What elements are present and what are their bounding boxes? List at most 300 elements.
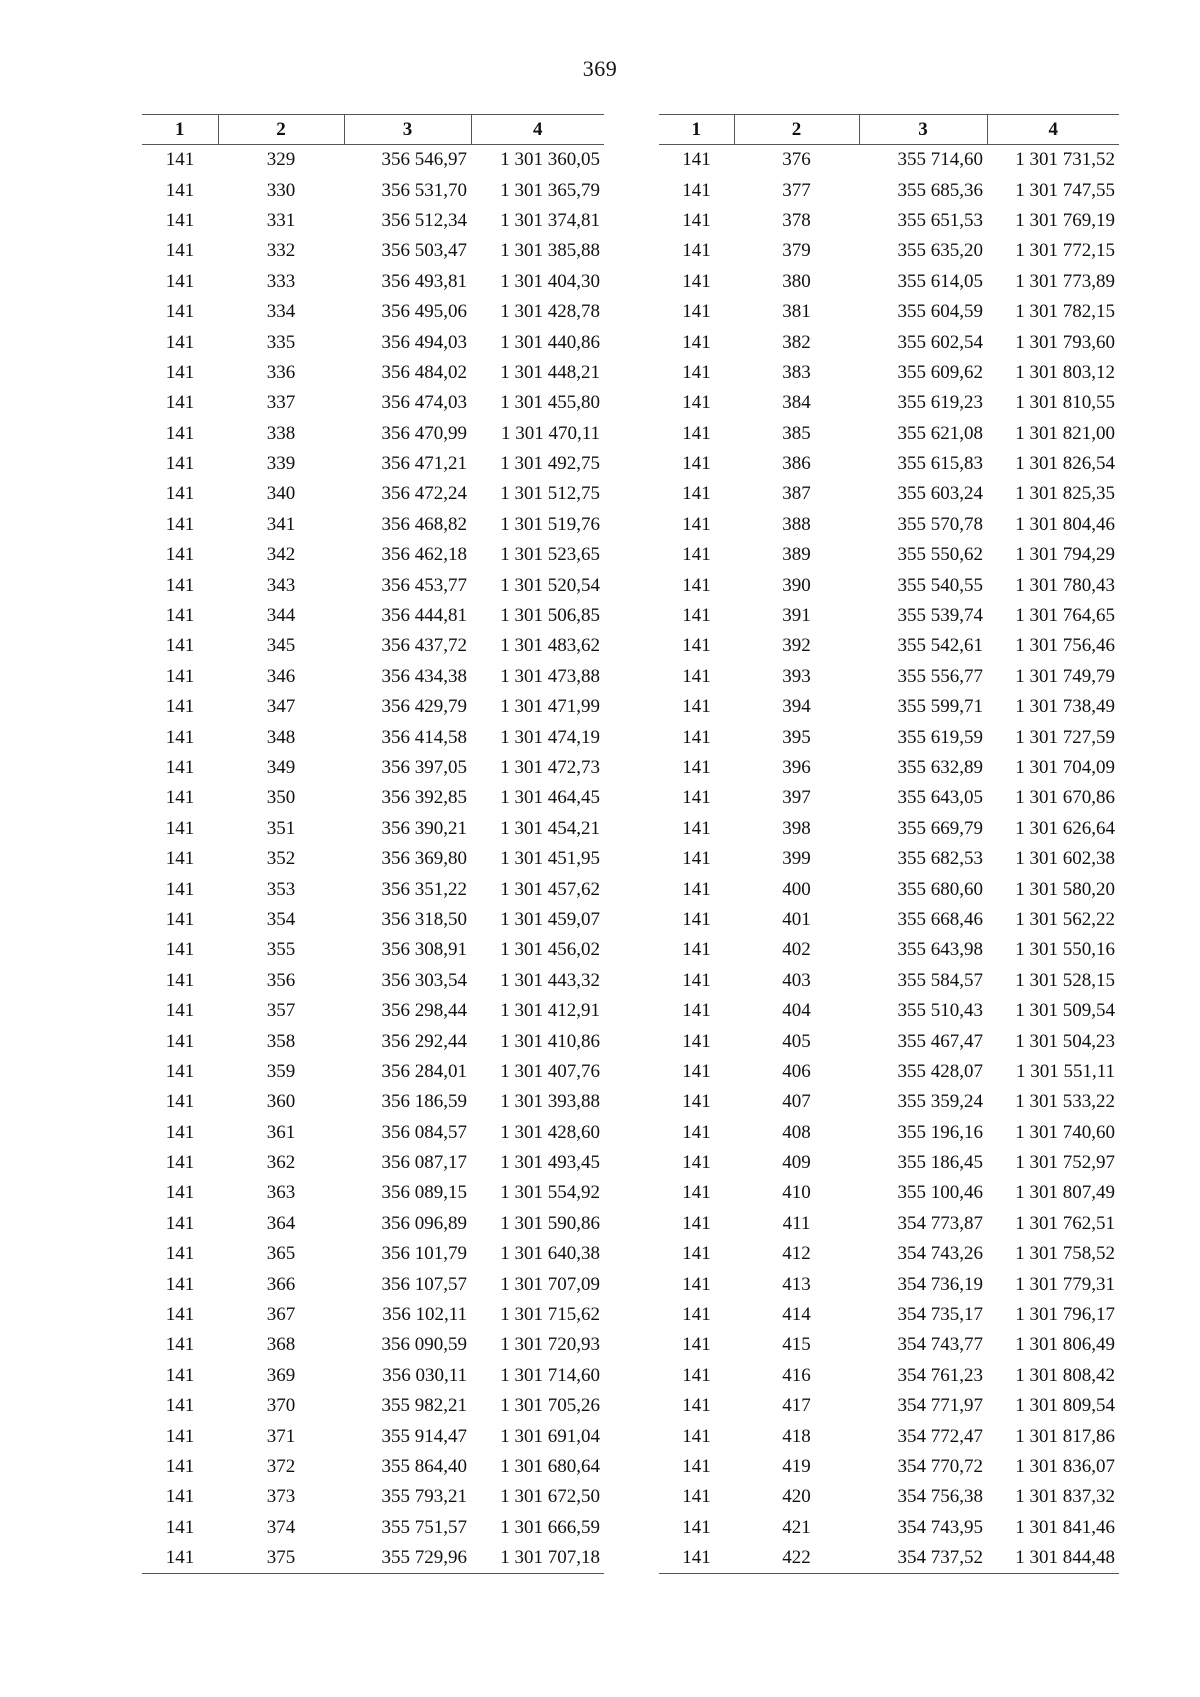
table-cell-col-1: 141 xyxy=(682,757,711,778)
table-row xyxy=(142,814,604,844)
table-cell-col-3: 356 495,06 xyxy=(381,301,467,323)
table-cell-col-2: 404 xyxy=(782,1000,811,1022)
table-cell-col-2: 339 xyxy=(266,453,296,475)
table-cell-col-3: 354 756,38 xyxy=(897,1486,983,1508)
table-cell-col-1: 141 xyxy=(682,939,711,961)
table-cell-col-2: 405 xyxy=(782,1030,811,1052)
table-cell-col-1: 141 xyxy=(165,209,195,231)
table-cell-col-2: 336 xyxy=(266,361,296,383)
table-row xyxy=(659,1269,1119,1299)
table-cell-col-1: 141 xyxy=(165,969,195,991)
table-cell-col-3: 355 619,23 xyxy=(897,392,983,414)
table-row xyxy=(659,1513,1119,1543)
table-row xyxy=(659,1087,1119,1117)
table-cell-col-2: 376 xyxy=(782,149,811,171)
table-cell-col-4: 1 301 365,79 xyxy=(500,179,600,201)
table-cell-col-2: 393 xyxy=(782,665,811,687)
table-cell-col-4: 1 301 808,42 xyxy=(1015,1364,1115,1386)
table-cell-col-1: 141 xyxy=(682,422,711,444)
table-row xyxy=(142,236,604,266)
table-row xyxy=(659,206,1119,236)
table-cell-col-3: 356 186,59 xyxy=(381,1091,467,1113)
table-row xyxy=(142,388,604,418)
table-cell-col-1: 141 xyxy=(165,1425,195,1447)
table-cell-col-4: 1 301 551,11 xyxy=(1015,1060,1115,1082)
table-cell-col-2: 396 xyxy=(782,757,811,778)
table-cell-col-3: 356 292,44 xyxy=(381,1030,467,1052)
table-row xyxy=(659,419,1119,449)
table-cell-col-3: 356 351,22 xyxy=(381,878,467,900)
table-cell-col-1: 141 xyxy=(682,696,711,718)
table-cell-col-1: 141 xyxy=(165,696,195,718)
column-header-3: 3 xyxy=(859,115,987,145)
table-cell-col-3: 356 546,97 xyxy=(381,149,467,171)
table-cell-col-4: 1 301 769,19 xyxy=(1015,209,1115,231)
table-cell-col-3: 356 472,24 xyxy=(381,483,467,505)
column-header-4: 4 xyxy=(471,115,604,145)
table-cell-col-1: 141 xyxy=(165,757,195,778)
table-cell-col-1: 141 xyxy=(682,848,711,870)
table-cell-col-3: 356 429,79 xyxy=(381,696,467,718)
table-cell-col-1: 141 xyxy=(682,1182,711,1204)
table-cell-col-4: 1 301 707,09 xyxy=(500,1273,600,1295)
table-cell-col-4: 1 301 580,20 xyxy=(1015,878,1115,900)
table-header-row xyxy=(659,115,1119,145)
table-cell-col-2: 398 xyxy=(782,817,811,839)
table-row xyxy=(659,905,1119,935)
table-cell-col-1: 141 xyxy=(682,1455,711,1477)
table-cell-col-3: 356 308,91 xyxy=(381,939,467,961)
table-cell-col-2: 391 xyxy=(782,605,811,627)
table-cell-col-4: 1 301 756,46 xyxy=(1015,635,1115,657)
table-cell-col-2: 415 xyxy=(782,1334,811,1356)
table-cell-col-1: 141 xyxy=(682,483,711,505)
table-cell-col-4: 1 301 691,04 xyxy=(500,1425,600,1447)
table-row xyxy=(659,1239,1119,1269)
table-row xyxy=(142,1148,604,1178)
table-cell-col-2: 342 xyxy=(266,544,296,566)
table-cell-col-3: 356 298,44 xyxy=(381,1000,467,1022)
table-body-right xyxy=(659,145,1119,1574)
table-row xyxy=(142,722,604,752)
table-cell-col-3: 354 770,72 xyxy=(897,1455,983,1477)
table-cell-col-2: 355 xyxy=(266,939,296,961)
table-cell-col-4: 1 301 810,55 xyxy=(1015,392,1115,414)
table-cell-col-4: 1 301 825,35 xyxy=(1015,483,1115,505)
table-cell-col-1: 141 xyxy=(682,331,711,353)
table-cell-col-4: 1 301 780,43 xyxy=(1015,574,1115,596)
table-cell-col-3: 356 318,50 xyxy=(381,908,467,930)
table-cell-col-2: 390 xyxy=(782,574,811,596)
table-row xyxy=(142,479,604,509)
table-row xyxy=(142,358,604,388)
table-cell-col-3: 354 735,17 xyxy=(897,1304,983,1326)
table-cell-col-3: 355 982,21 xyxy=(381,1395,467,1417)
table-cell-col-3: 354 737,52 xyxy=(859,1543,987,1574)
table-cell-col-2: 379 xyxy=(782,240,811,262)
table-cell-col-4: 1 301 727,59 xyxy=(1015,726,1115,748)
table-cell-col-4: 1 301 666,59 xyxy=(500,1516,600,1538)
table-cell-col-3: 355 186,45 xyxy=(897,1152,983,1174)
table-cell-col-2: 354 xyxy=(266,908,296,930)
table-cell-col-1: 141 xyxy=(682,635,711,657)
table-cell-col-1: 141 xyxy=(682,1425,711,1447)
table-cell-col-2: 400 xyxy=(782,878,811,900)
table-cell-col-1: 141 xyxy=(682,1273,711,1295)
table-cell-col-3: 356 531,70 xyxy=(381,179,467,201)
table-cell-col-1: 141 xyxy=(165,1000,195,1022)
table-cell-col-2: 337 xyxy=(266,392,296,414)
table-cell-col-2: 406 xyxy=(782,1060,811,1082)
table-row xyxy=(142,844,604,874)
table-cell-col-3: 354 743,95 xyxy=(897,1516,983,1538)
table-cell-col-3: 356 089,15 xyxy=(381,1182,467,1204)
table-cell-col-3: 356 437,72 xyxy=(381,635,467,657)
table-cell-col-4: 1 301 456,02 xyxy=(500,939,600,961)
table-cell-col-2: 370 xyxy=(266,1395,296,1417)
table-cell-col-4: 1 301 817,86 xyxy=(1015,1425,1115,1447)
table-cell-col-4: 1 301 640,38 xyxy=(500,1243,600,1265)
table-row xyxy=(659,358,1119,388)
table-cell-col-1: 141 xyxy=(165,1243,195,1265)
table-cell-col-2: 401 xyxy=(782,908,811,930)
table-cell-col-3: 356 462,18 xyxy=(381,544,467,566)
table-cell-col-2: 346 xyxy=(266,665,296,687)
table-cell-col-1: 141 xyxy=(682,1516,711,1538)
table-cell-col-4: 1 301 407,76 xyxy=(500,1060,600,1082)
table-cell-col-1: 141 xyxy=(165,1334,195,1356)
table-cell-col-1: 141 xyxy=(165,240,195,262)
table-cell-col-1: 141 xyxy=(682,301,711,323)
table-cell-col-1: 141 xyxy=(682,1243,711,1265)
table-row xyxy=(659,449,1119,479)
table-row xyxy=(659,844,1119,874)
table-row xyxy=(659,783,1119,813)
column-header-1: 1 xyxy=(659,115,734,145)
table-cell-col-4: 1 301 512,75 xyxy=(500,483,600,505)
table-cell-col-4: 1 301 374,81 xyxy=(500,209,600,231)
table-cell-col-3: 355 428,07 xyxy=(897,1060,983,1082)
table-cell-col-3: 356 484,02 xyxy=(381,361,467,383)
table-row xyxy=(142,1330,604,1360)
table-cell-col-3: 356 494,03 xyxy=(381,331,467,353)
table-cell-col-3: 356 096,89 xyxy=(381,1212,467,1234)
table-cell-col-3: 355 550,62 xyxy=(897,544,983,566)
table-cell-col-3: 356 090,59 xyxy=(381,1334,467,1356)
table-cell-col-3: 356 414,58 xyxy=(381,726,467,748)
table-cell-col-4: 1 301 457,62 xyxy=(500,878,600,900)
table-cell-col-3: 356 107,57 xyxy=(381,1273,467,1295)
table-cell-col-4: 1 301 714,60 xyxy=(500,1364,600,1386)
table-cell-col-1: 141 xyxy=(682,726,711,748)
table-row xyxy=(142,935,604,965)
table-row xyxy=(142,1361,604,1391)
table-cell-col-1: 141 xyxy=(165,1364,195,1386)
table-cell-col-3: 356 503,47 xyxy=(381,240,467,262)
table-row xyxy=(142,1087,604,1117)
table-row xyxy=(659,1482,1119,1512)
table-cell-col-3: 354 771,97 xyxy=(897,1395,983,1417)
table-cell-col-2: 334 xyxy=(266,301,296,323)
table-cell-col-4: 1 301 796,17 xyxy=(1015,1304,1115,1326)
table-cell-col-4: 1 301 715,62 xyxy=(500,1304,600,1326)
table-cell-col-4: 1 301 670,86 xyxy=(1015,787,1115,809)
table-cell-col-4: 1 301 472,73 xyxy=(500,757,600,778)
table-cell-col-2: 382 xyxy=(782,331,811,353)
table-cell-col-2: 419 xyxy=(782,1455,811,1477)
table-cell-col-3: 354 743,26 xyxy=(897,1243,983,1265)
table-body-left xyxy=(142,145,604,1574)
table-row xyxy=(659,510,1119,540)
table-cell-col-2: 350 xyxy=(266,787,296,809)
table-row xyxy=(142,601,604,631)
table-cell-col-4: 1 301 554,92 xyxy=(500,1182,600,1204)
table-cell-col-2: 357 xyxy=(266,1000,296,1022)
table-row xyxy=(142,753,604,783)
table-cell-col-4: 1 301 443,32 xyxy=(500,969,600,991)
table-cell-col-3: 355 682,53 xyxy=(897,848,983,870)
table-cell-col-3: 355 729,96 xyxy=(344,1543,471,1574)
table-cell-col-4: 1 301 806,49 xyxy=(1015,1334,1115,1356)
table-cell-col-2: 332 xyxy=(266,240,296,262)
table-cell-col-4: 1 301 826,54 xyxy=(1015,453,1115,475)
table-cell-col-4: 1 301 772,15 xyxy=(1015,240,1115,262)
table-cell-col-3: 356 468,82 xyxy=(381,513,467,535)
table-row xyxy=(659,601,1119,631)
table-cell-col-2: 407 xyxy=(782,1091,811,1113)
table-cell-col-1: 141 xyxy=(682,1395,711,1417)
table-row xyxy=(142,1421,604,1451)
coordinates-table-left xyxy=(142,114,604,1574)
table-row xyxy=(142,1269,604,1299)
table-cell-col-1: 141 xyxy=(165,179,195,201)
table-cell-col-2: 410 xyxy=(782,1182,811,1204)
table-row xyxy=(659,966,1119,996)
table-row xyxy=(659,1118,1119,1148)
table-cell-col-1: 141 xyxy=(682,969,711,991)
table-cell-col-3: 356 512,34 xyxy=(381,209,467,231)
table-cell-col-2: 349 xyxy=(266,757,296,778)
table-row xyxy=(142,662,604,692)
table-row xyxy=(142,1543,604,1574)
table-cell-col-2: 331 xyxy=(266,209,296,231)
table-cell-col-2: 333 xyxy=(266,270,296,292)
table-row xyxy=(142,1300,604,1330)
table-cell-col-1: 141 xyxy=(165,270,195,292)
table-cell-col-3: 356 434,38 xyxy=(381,665,467,687)
table-row xyxy=(142,1178,604,1208)
table-cell-col-4: 1 301 385,88 xyxy=(500,240,600,262)
table-row xyxy=(142,419,604,449)
table-cell-col-4: 1 301 410,86 xyxy=(500,1030,600,1052)
table-cell-col-3: 355 614,05 xyxy=(897,270,983,292)
table-cell-col-1: 141 xyxy=(682,1212,711,1234)
table-cell-col-1: 141 xyxy=(165,453,195,475)
table-cell-col-2: 365 xyxy=(266,1243,296,1265)
table-row xyxy=(142,1391,604,1421)
table-cell-col-1: 141 xyxy=(165,635,195,657)
table-cell-col-3: 356 453,77 xyxy=(381,574,467,596)
table-cell-col-2: 335 xyxy=(266,331,296,353)
table-cell-col-2: 361 xyxy=(266,1121,296,1143)
table-row xyxy=(142,1513,604,1543)
column-header-1: 1 xyxy=(142,115,218,145)
table-cell-col-3: 356 471,21 xyxy=(381,453,467,475)
table-cell-col-2: 356 xyxy=(266,969,296,991)
table-cell-col-4: 1 301 704,09 xyxy=(1015,757,1115,778)
table-cell-col-4: 1 301 464,45 xyxy=(500,787,600,809)
table-cell-col-1: 141 xyxy=(165,1152,195,1174)
table-cell-col-3: 355 539,74 xyxy=(897,605,983,627)
table-cell-col-2: 388 xyxy=(782,513,811,535)
table-cell-col-2: 371 xyxy=(266,1425,296,1447)
table-cell-col-1: 141 xyxy=(165,726,195,748)
table-row xyxy=(659,1421,1119,1451)
table-row xyxy=(659,175,1119,205)
table-cell-col-2: 408 xyxy=(782,1121,811,1143)
table-cell-col-2: 359 xyxy=(266,1060,296,1082)
table-cell-col-1: 141 xyxy=(682,1060,711,1082)
table-cell-col-4: 1 301 393,88 xyxy=(500,1091,600,1113)
table-row xyxy=(659,631,1119,661)
table-cell-col-4: 1 301 533,22 xyxy=(1015,1091,1115,1113)
table-row xyxy=(142,966,604,996)
table-row xyxy=(142,874,604,904)
table-cell-col-3: 355 621,08 xyxy=(897,422,983,444)
table-row xyxy=(659,814,1119,844)
table-cell-col-1: 141 xyxy=(682,1091,711,1113)
table-cell-col-4: 1 301 779,31 xyxy=(1015,1273,1115,1295)
table-cell-col-2: 375 xyxy=(218,1543,344,1574)
table-cell-col-2: 377 xyxy=(782,179,811,201)
table-row xyxy=(659,996,1119,1026)
table-cell-col-1: 141 xyxy=(165,908,195,930)
table-cell-col-2: 403 xyxy=(782,969,811,991)
table-cell-col-3: 356 390,21 xyxy=(381,817,467,839)
table-cell-col-3: 354 761,23 xyxy=(897,1364,983,1386)
table-cell-col-4: 1 301 844,48 xyxy=(987,1543,1119,1574)
coordinates-table-right xyxy=(659,114,1119,1574)
table-cell-col-2: 351 xyxy=(266,817,296,839)
table-cell-col-1: 141 xyxy=(682,240,711,262)
table-cell-col-3: 356 369,80 xyxy=(381,848,467,870)
table-cell-col-2: 364 xyxy=(266,1212,296,1234)
table-cell-col-4: 1 301 749,79 xyxy=(1015,665,1115,687)
table-cell-col-1: 141 xyxy=(682,1121,711,1143)
table-cell-col-2: 399 xyxy=(782,848,811,870)
table-cell-col-2: 394 xyxy=(782,696,811,718)
table-row xyxy=(142,905,604,935)
table-cell-col-1: 141 xyxy=(165,787,195,809)
table-cell-col-3: 355 100,46 xyxy=(897,1182,983,1204)
table-cell-col-3: 356 101,79 xyxy=(381,1243,467,1265)
table-cell-col-2: 378 xyxy=(782,209,811,231)
table-cell-col-4: 1 301 428,60 xyxy=(500,1121,600,1143)
table-cell-col-3: 355 556,77 xyxy=(897,665,983,687)
table-cell-col-2: 420 xyxy=(782,1486,811,1508)
table-row xyxy=(659,1330,1119,1360)
table-cell-col-3: 356 397,05 xyxy=(381,757,467,778)
table-cell-col-2: 367 xyxy=(266,1304,296,1326)
table-cell-col-1: 141 xyxy=(165,1212,195,1234)
table-cell-col-4: 1 301 672,50 xyxy=(500,1486,600,1508)
table-cell-col-3: 355 467,47 xyxy=(897,1030,983,1052)
table-cell-col-2: 417 xyxy=(782,1395,811,1417)
table-cell-col-3: 355 680,60 xyxy=(897,878,983,900)
table-cell-col-4: 1 301 782,15 xyxy=(1015,301,1115,323)
table-cell-col-1: 141 xyxy=(165,1395,195,1417)
table-cell-col-1: 141 xyxy=(165,422,195,444)
table-cell-col-4: 1 301 473,88 xyxy=(500,665,600,687)
table-cell-col-4: 1 301 707,18 xyxy=(471,1543,604,1574)
table-cell-col-4: 1 301 720,93 xyxy=(500,1334,600,1356)
table-cell-col-1: 141 xyxy=(165,1455,195,1477)
table-row xyxy=(659,935,1119,965)
table-cell-col-4: 1 301 493,45 xyxy=(500,1152,600,1174)
table-cell-col-3: 354 743,77 xyxy=(897,1334,983,1356)
table-cell-col-1: 141 xyxy=(682,1364,711,1386)
table-cell-col-4: 1 301 455,80 xyxy=(500,392,600,414)
table-cell-col-1: 141 xyxy=(165,1516,195,1538)
table-cell-col-2: 411 xyxy=(782,1212,811,1234)
table-cell-col-3: 355 619,59 xyxy=(897,726,983,748)
table-cell-col-2: 385 xyxy=(782,422,811,444)
table-cell-col-4: 1 301 509,54 xyxy=(1015,1000,1115,1022)
table-cell-col-1: 141 xyxy=(165,331,195,353)
table-cell-col-2: 329 xyxy=(266,149,296,171)
table-cell-col-3: 356 284,01 xyxy=(381,1060,467,1082)
table-cell-col-1: 141 xyxy=(682,392,711,414)
table-row xyxy=(142,996,604,1026)
table-cell-col-4: 1 301 451,95 xyxy=(500,848,600,870)
table-cell-col-1: 141 xyxy=(682,361,711,383)
table-row xyxy=(659,570,1119,600)
table-cell-col-4: 1 301 428,78 xyxy=(500,301,600,323)
table-cell-col-2: 381 xyxy=(782,301,811,323)
table-cell-col-4: 1 301 773,89 xyxy=(1015,270,1115,292)
table-cell-col-1: 141 xyxy=(165,665,195,687)
table-cell-col-2: 383 xyxy=(782,361,811,383)
table-cell-col-2: 395 xyxy=(782,726,811,748)
table-cell-col-1: 141 xyxy=(682,605,711,627)
table-row xyxy=(142,267,604,297)
table-row xyxy=(659,327,1119,357)
table-row xyxy=(142,327,604,357)
table-cell-col-2: 352 xyxy=(266,848,296,870)
table-cell-col-2: 343 xyxy=(266,574,296,596)
table-cell-col-2: 344 xyxy=(266,605,296,627)
table-row xyxy=(142,570,604,600)
table-cell-col-4: 1 301 471,99 xyxy=(500,696,600,718)
table-cell-col-4: 1 301 470,11 xyxy=(500,422,600,444)
table-cell-col-4: 1 301 804,46 xyxy=(1015,513,1115,535)
table-cell-col-4: 1 301 762,51 xyxy=(1015,1212,1115,1234)
table-cell-col-3: 355 714,60 xyxy=(897,149,983,171)
table-cell-col-1: 141 xyxy=(659,1543,734,1574)
table-cell-col-2: 418 xyxy=(782,1425,811,1447)
table-cell-col-4: 1 301 807,49 xyxy=(1015,1182,1115,1204)
column-header-3: 3 xyxy=(344,115,471,145)
table-row xyxy=(659,1209,1119,1239)
table-cell-col-3: 356 444,81 xyxy=(381,605,467,627)
table-cell-col-2: 386 xyxy=(782,453,811,475)
table-row xyxy=(659,1391,1119,1421)
table-cell-col-3: 355 651,53 xyxy=(897,209,983,231)
table-cell-col-4: 1 301 738,49 xyxy=(1015,696,1115,718)
table-cell-col-1: 141 xyxy=(165,1486,195,1508)
table-row xyxy=(659,479,1119,509)
table-cell-col-3: 355 510,43 xyxy=(897,1000,983,1022)
